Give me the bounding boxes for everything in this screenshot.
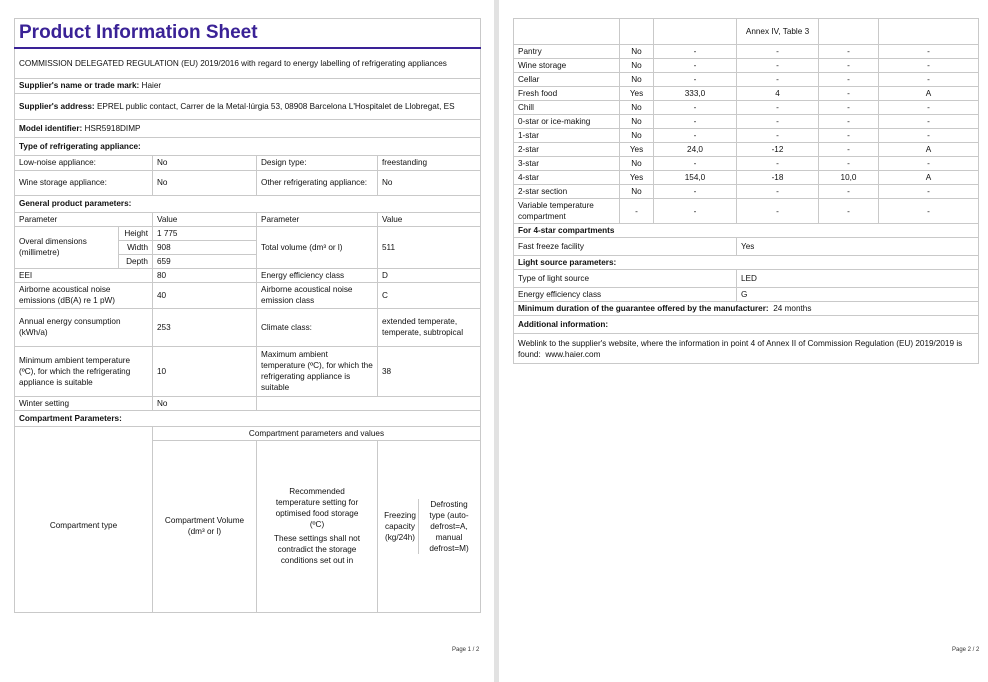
compartment-value: - [819,157,879,171]
energy-class-value: D [378,268,481,282]
min-temp-value: 10 [153,346,257,396]
compartment-value: - [879,115,979,129]
compartment-value: No [620,101,654,115]
compartment-name: Fresh food [514,87,620,101]
compartment-rows [514,45,979,224]
light-heading: Light source parameters: [514,256,979,270]
param-header-2: Parameter [257,212,378,226]
compartment-value: - [737,115,819,129]
fast-freeze-value: Yes [737,238,979,256]
height-value: 1 775 [153,226,257,240]
compartment-value: - [737,199,819,224]
table-row [514,199,979,224]
empty-cell [819,19,879,45]
noise-label: Airborne acoustical noise emissions (dB(A) re 1 pW) [15,282,153,308]
weblink-url[interactable]: www.haier.com [545,349,601,359]
eei-value: 80 [153,268,257,282]
compartment-value: - [879,59,979,73]
type-heading: Type of refrigerating appliance: [15,137,481,155]
empty-cell [514,19,620,45]
empty-cell [15,426,153,440]
defrost-type-header: Defrosting type (auto-defrost=A, manual defrost=M) [418,499,476,554]
compartment-name: Pantry [514,45,620,59]
compartment-value: Yes [620,87,654,101]
compartment-name: Variable temperature compartment [514,199,620,224]
value-header-1: Value [153,212,257,226]
page-title: Product Information Sheet [15,19,481,49]
compartment-value: - [819,129,879,143]
compartment-value: No [620,129,654,143]
guarantee-row [514,302,979,316]
width-label: Width [119,240,153,254]
empty-cell [654,19,737,45]
compartment-name: Chill [514,101,620,115]
table-row [514,115,979,129]
guarantee-label: Minimum duration of the guarantee offered by the manufacturer: [518,304,769,313]
max-temp-value: 38 [378,346,481,396]
supplier-address-row [15,93,481,119]
freezing-capacity-header: Freezing capacity (kg/24h) [384,510,416,542]
compartment-value: Yes [620,143,654,157]
weblink-row [514,334,979,364]
compartment-value: - [654,185,737,199]
compartment-value: - [819,199,879,224]
compartment-value: - [819,185,879,199]
compartment-value: -12 [737,143,819,157]
other-label: Other refrigerating appliance: [257,170,378,195]
climate-label: Climate class: [257,308,378,346]
wine-label: Wine storage appliance: [15,170,153,195]
page-1-footer: Page 1 / 2 [452,647,480,653]
regulation-text: COMMISSION DELEGATED REGULATION (EU) 2019/2016 with regard to energy labelling of refrigerating appliances [15,48,481,78]
depth-value: 659 [153,254,257,268]
table-row [514,101,979,115]
table-row [514,73,979,87]
compartment-name: 2-star [514,143,620,157]
design-label: Design type: [257,155,378,170]
compartment-value: 333,0 [654,87,737,101]
table-row [514,171,979,185]
compartment-type-header: Compartment type [15,440,153,612]
table-row [514,87,979,101]
temperature-setting-text: Recommended temperature setting for optimised food storage (ºC) [275,487,359,529]
compartment-value: - [879,199,979,224]
compartment-table [513,18,979,364]
energy-class-label: Energy efficiency class [257,268,378,282]
compartment-value: - [819,73,879,87]
compartment-value: - [737,59,819,73]
compartment-value: - [819,45,879,59]
supplier-address-label: Supplier's address: [19,101,95,111]
page-2 [499,0,988,682]
weblink-text: Weblink to the supplier's website, where the information in point 4 of Annex II of Commission Regulation (EU) 2019/2019 is found: [518,338,963,359]
table-row [514,185,979,199]
compartment-value: A [879,87,979,101]
fast-freeze-label: Fast freeze facility [514,238,737,256]
compartment-value: - [654,157,737,171]
compartment-name: 1-star [514,129,620,143]
compartment-value: 154,0 [654,171,737,185]
compartment-value: Yes [620,171,654,185]
compartment-value: - [737,129,819,143]
height-label: Height [119,226,153,240]
width-value: 908 [153,240,257,254]
noise-value: 40 [153,282,257,308]
compartment-value: 24,0 [654,143,737,157]
max-temp-label: Maximum ambient temperature (ºC), for which the refrigerating appliance is suitable [257,346,378,396]
low-noise-value: No [153,155,257,170]
compartment-value: No [620,115,654,129]
table-row [514,129,979,143]
compartment-value: - [737,45,819,59]
noise-class-value: C [378,282,481,308]
compartment-name: 2-star section [514,185,620,199]
light-class-value: G [737,288,979,302]
temperature-setting-note: These settings shall not contradict the storage conditions set out in [273,534,361,565]
compartment-value: - [819,101,879,115]
compartment-value: - [654,101,737,115]
noise-class-label: Airborne acoustical noise emission class [257,282,378,308]
compartment-value: No [620,185,654,199]
compartment-name: 0-star or ice-making [514,115,620,129]
min-temp-label: Minimum ambient temperature (ºC), for which the refrigerating appliance is suitable [15,346,153,396]
guarantee-value: 24 months [773,304,812,313]
compartment-name: Cellar [514,73,620,87]
total-volume-label: Total volume (dm³ or l) [257,226,378,268]
compartment-value: - [620,199,654,224]
eei-label: EEI [15,268,153,282]
compartment-value: - [737,157,819,171]
annual-energy-label: Annual energy consumption (kWh/a) [15,308,153,346]
supplier-name-row [15,78,481,93]
compartment-value: - [879,73,979,87]
compartment-value: - [879,129,979,143]
compartment-value: - [879,101,979,115]
design-value: freestanding [378,155,481,170]
model-identifier: HSR5918DIMP [84,123,141,133]
table-row [514,157,979,171]
compartment-value: 10,0 [819,171,879,185]
empty-cell [879,19,979,45]
compartment-value: - [879,185,979,199]
general-heading: General product parameters: [15,195,481,212]
compartment-value: -18 [737,171,819,185]
climate-value: extended temperate, temperate, subtropical [378,308,481,346]
table-row [514,45,979,59]
compartment-value: - [654,59,737,73]
compartment-value: - [654,199,737,224]
compartment-name: 4-star [514,171,620,185]
compartment-value: No [620,45,654,59]
compartment-value: - [879,157,979,171]
compartment-volume-header: Compartment Volume (dm³ or l) [153,440,257,612]
table-row [514,143,979,157]
light-type-label: Type of light source [514,270,737,288]
compartment-value: - [654,73,737,87]
additional-heading: Additional information: [514,316,979,334]
compartment-value: A [879,171,979,185]
compartment-value: - [879,45,979,59]
compartment-value: - [819,87,879,101]
compartment-value: - [819,115,879,129]
other-value: No [378,170,481,195]
wine-value: No [153,170,257,195]
table-row [514,59,979,73]
compartment-value: - [819,59,879,73]
four-star-heading: For 4-star compartments [514,224,979,238]
param-header-1: Parameter [15,212,153,226]
supplier-name: Haier [141,81,162,90]
compartment-value: A [879,143,979,157]
supplier-address: EPREL public contact, Carrer de la Metal·lúrgia 53, 08908 Barcelona L'Hospitalet de Llobregat, ES [96,101,455,111]
compartment-name: Wine storage [514,59,620,73]
empty-cell [257,396,481,410]
temperature-setting-header [257,440,378,612]
compartment-value: - [737,185,819,199]
compartment-value: - [654,129,737,143]
compartment-values-heading: Compartment parameters and values [153,426,481,440]
compartment-value: No [620,73,654,87]
model-label: Model identifier: [19,123,83,133]
compartment-value: - [654,115,737,129]
empty-cell [620,19,654,45]
compartment-value: 4 [737,87,819,101]
supplier-name-label: Supplier's name or trade mark: [19,81,140,90]
compartment-value: No [620,59,654,73]
compartment-heading: Compartment Parameters: [15,410,481,426]
product-info-table [14,18,481,613]
light-type-value: LED [737,270,979,288]
value-header-2: Value [378,212,481,226]
freezing-defrost-headers [378,440,481,612]
winter-label: Winter setting [15,396,153,410]
annex-header: Annex IV, Table 3 [737,19,819,45]
total-volume-value: 511 [378,226,481,268]
depth-label: Depth [119,254,153,268]
model-row [15,119,481,137]
annual-energy-value: 253 [153,308,257,346]
compartment-value: - [737,101,819,115]
light-class-label: Energy efficiency class [514,288,737,302]
compartment-value: - [819,143,879,157]
page-2-footer: Page 2 / 2 [952,647,980,653]
compartment-name: 3-star [514,157,620,171]
compartment-value: - [654,45,737,59]
winter-value: No [153,396,257,410]
compartment-value: - [737,73,819,87]
compartment-value: No [620,157,654,171]
dimensions-label: Overal dimensions (millimetre) [15,226,119,268]
low-noise-label: Low-noise appliance: [15,155,153,170]
